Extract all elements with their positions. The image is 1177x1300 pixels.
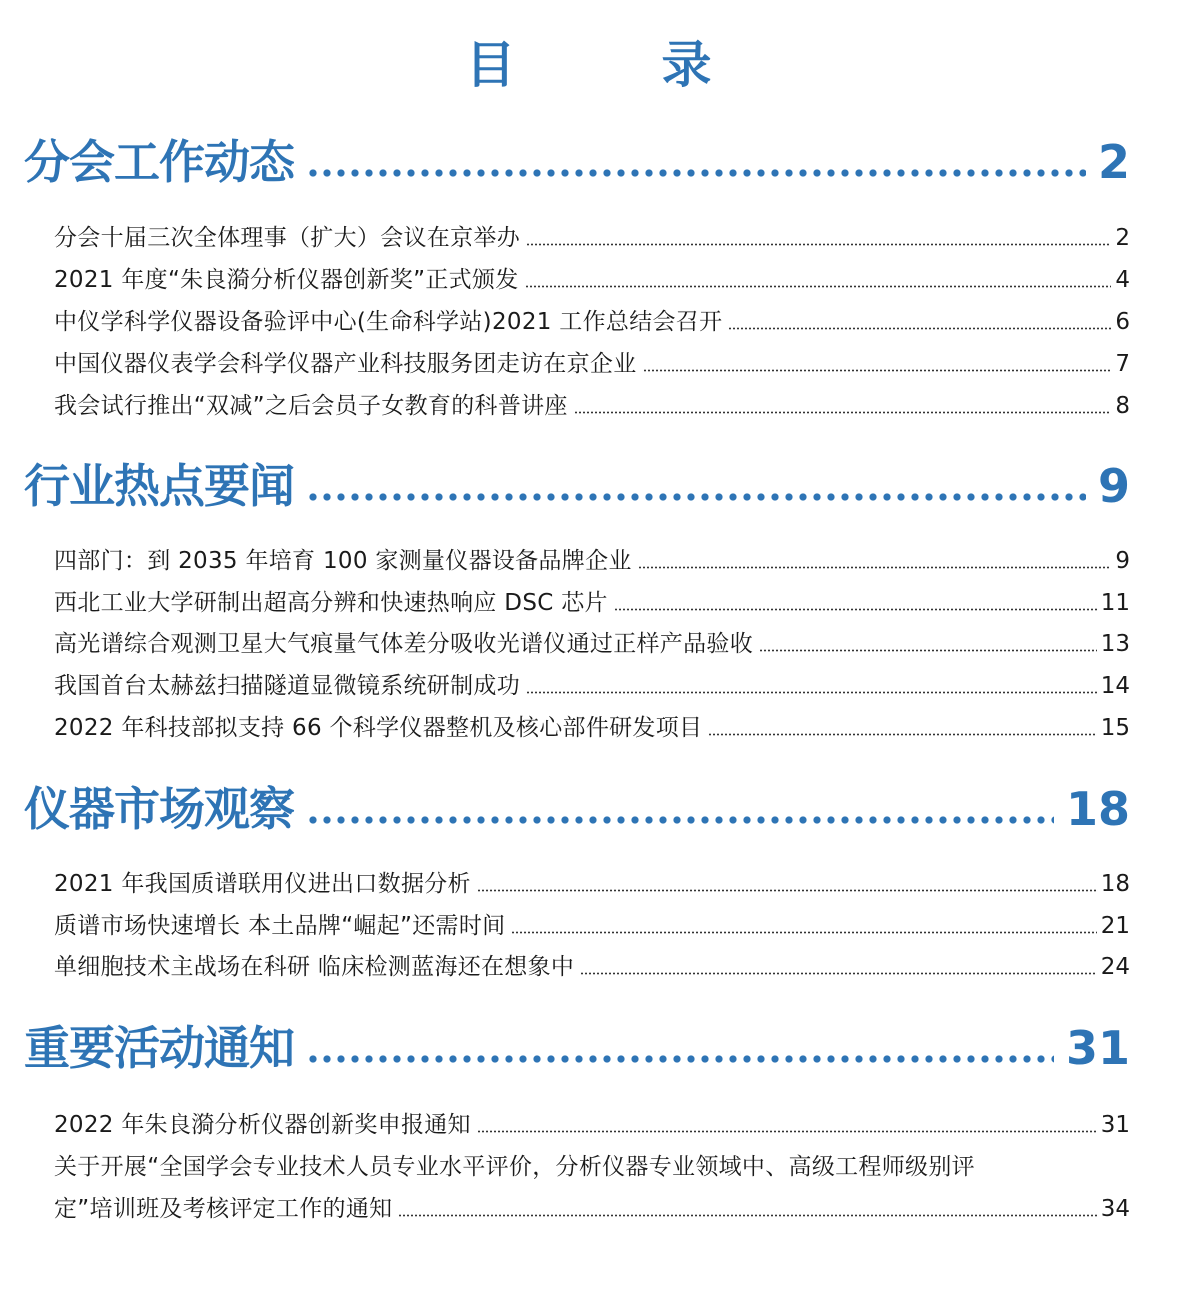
toc-entry[interactable] — [54, 666, 1130, 702]
entry-title: 中国仪器仪表学会科学仪器产业科技服务团走访在京企业 — [54, 351, 637, 377]
entry-page-number: 11 — [1100, 590, 1130, 616]
section-heading-market[interactable] — [24, 777, 1130, 837]
toc-entry[interactable] — [54, 1105, 1130, 1141]
dot-leader — [525, 285, 1112, 288]
section-page-number: 9 — [1097, 459, 1130, 513]
dot-leader — [511, 931, 1096, 934]
entry-title: 质谱市场快速增长 本土品牌“崛起”还需时间 — [54, 913, 506, 939]
dot-leader — [638, 566, 1112, 569]
entry-title: 分会十届三次全体理事（扩大）会议在京举办 — [54, 225, 520, 251]
entry-title: 2021 年度“朱良漪分析仪器创新奖”正式颁发 — [54, 267, 519, 293]
entry-title: 高光谱综合观测卫星大气痕量气体差分吸收光谱仪通过正样产品验收 — [54, 631, 753, 657]
section-title: 仪器市场观察 — [24, 782, 294, 836]
dot-leader — [708, 733, 1096, 736]
toc-entry[interactable] — [54, 302, 1130, 338]
section-title: 分会工作动态 — [24, 135, 294, 189]
toc-entry[interactable] — [54, 541, 1130, 577]
dot-leader — [306, 492, 1086, 502]
entry-title-line-2: 定”培训班及考核评定工作的通知 34 — [54, 1189, 1130, 1225]
toc-entry[interactable] — [54, 947, 1130, 983]
entry-page-number: 2 — [1115, 225, 1130, 251]
dot-leader — [614, 608, 1097, 611]
section-title: 行业热点要闻 — [24, 459, 294, 513]
entry-title: 四部门：到 2035 年培育 100 家测量仪器设备品牌企业 — [54, 548, 632, 574]
section-heading-industry-news[interactable] — [24, 454, 1130, 514]
section-page-number: 31 — [1065, 1021, 1130, 1075]
section-heading-work-news[interactable] — [24, 130, 1130, 190]
entry-title: 单细胞技术主战场在科研 临床检测蓝海还在想象中 — [54, 954, 575, 980]
dot-leader — [574, 411, 1112, 414]
entry-page-number: 34 — [1100, 1196, 1130, 1222]
entry-page-number: 18 — [1100, 871, 1130, 897]
toc-entry[interactable] — [54, 864, 1130, 900]
toc-entry-multiline[interactable] — [54, 1145, 1130, 1225]
toc-entry[interactable] — [54, 344, 1130, 380]
toc-entry[interactable] — [54, 386, 1130, 422]
dot-leader — [306, 1054, 1054, 1064]
dot-leader — [398, 1214, 1096, 1217]
entry-title: 2021 年我国质谱联用仪进出口数据分析 — [54, 871, 471, 897]
entry-title: 我会试行推出“双减”之后会员子女教育的科普讲座 — [54, 393, 568, 419]
entry-page-number: 13 — [1100, 631, 1130, 657]
entry-page-number: 14 — [1100, 673, 1130, 699]
dot-leader — [526, 691, 1097, 694]
toc-entry[interactable] — [54, 583, 1130, 619]
entry-title: 2022 年科技部拟支持 66 个科学仪器整机及核心部件研发项目 — [54, 715, 703, 741]
entry-title: 西北工业大学研制出超高分辨和快速热响应 DSC 芯片 — [54, 590, 608, 616]
section-page-number: 18 — [1065, 782, 1130, 836]
entry-page-number: 6 — [1115, 309, 1130, 335]
toc-entry[interactable] — [54, 218, 1130, 254]
entry-title: 中仪学科学仪器设备验评中心(生命科学站)2021 工作总结会召开 — [54, 309, 723, 335]
entry-page-number: 8 — [1115, 393, 1130, 419]
dot-leader — [526, 243, 1111, 246]
dot-leader — [728, 327, 1111, 330]
toc-entry[interactable] — [54, 260, 1130, 296]
section-heading-notices[interactable] — [24, 1016, 1130, 1076]
entry-page-number: 31 — [1100, 1112, 1130, 1138]
dot-leader — [477, 889, 1097, 892]
toc-entry[interactable] — [54, 906, 1130, 942]
section-title: 重要活动通知 — [24, 1021, 294, 1075]
dot-leader — [477, 1130, 1097, 1133]
entry-page-number: 9 — [1115, 548, 1130, 574]
entry-page-number: 7 — [1115, 351, 1130, 377]
entry-page-number: 21 — [1100, 913, 1130, 939]
dot-leader — [580, 972, 1097, 975]
section-page-number: 2 — [1097, 135, 1130, 189]
dot-leader — [306, 815, 1054, 825]
entry-title: 2022 年朱良漪分析仪器创新奖申报通知 — [54, 1112, 471, 1138]
toc-title: 目 录 — [465, 36, 760, 94]
entry-page-number: 15 — [1100, 715, 1130, 741]
entry-page-number: 4 — [1115, 267, 1130, 293]
dot-leader — [306, 168, 1086, 178]
entry-title: 我国首台太赫兹扫描隧道显微镜系统研制成功 — [54, 673, 520, 699]
toc-entry[interactable] — [54, 624, 1130, 660]
dot-leader — [643, 369, 1112, 372]
dot-leader — [759, 649, 1097, 652]
toc-entry[interactable] — [54, 708, 1130, 744]
entry-page-number: 24 — [1100, 954, 1130, 980]
entry-title-line-1: 关于开展“全国学会专业技术人员专业水平评价，分析仪器专业领域中、高级工程师级别评 — [54, 1154, 975, 1180]
